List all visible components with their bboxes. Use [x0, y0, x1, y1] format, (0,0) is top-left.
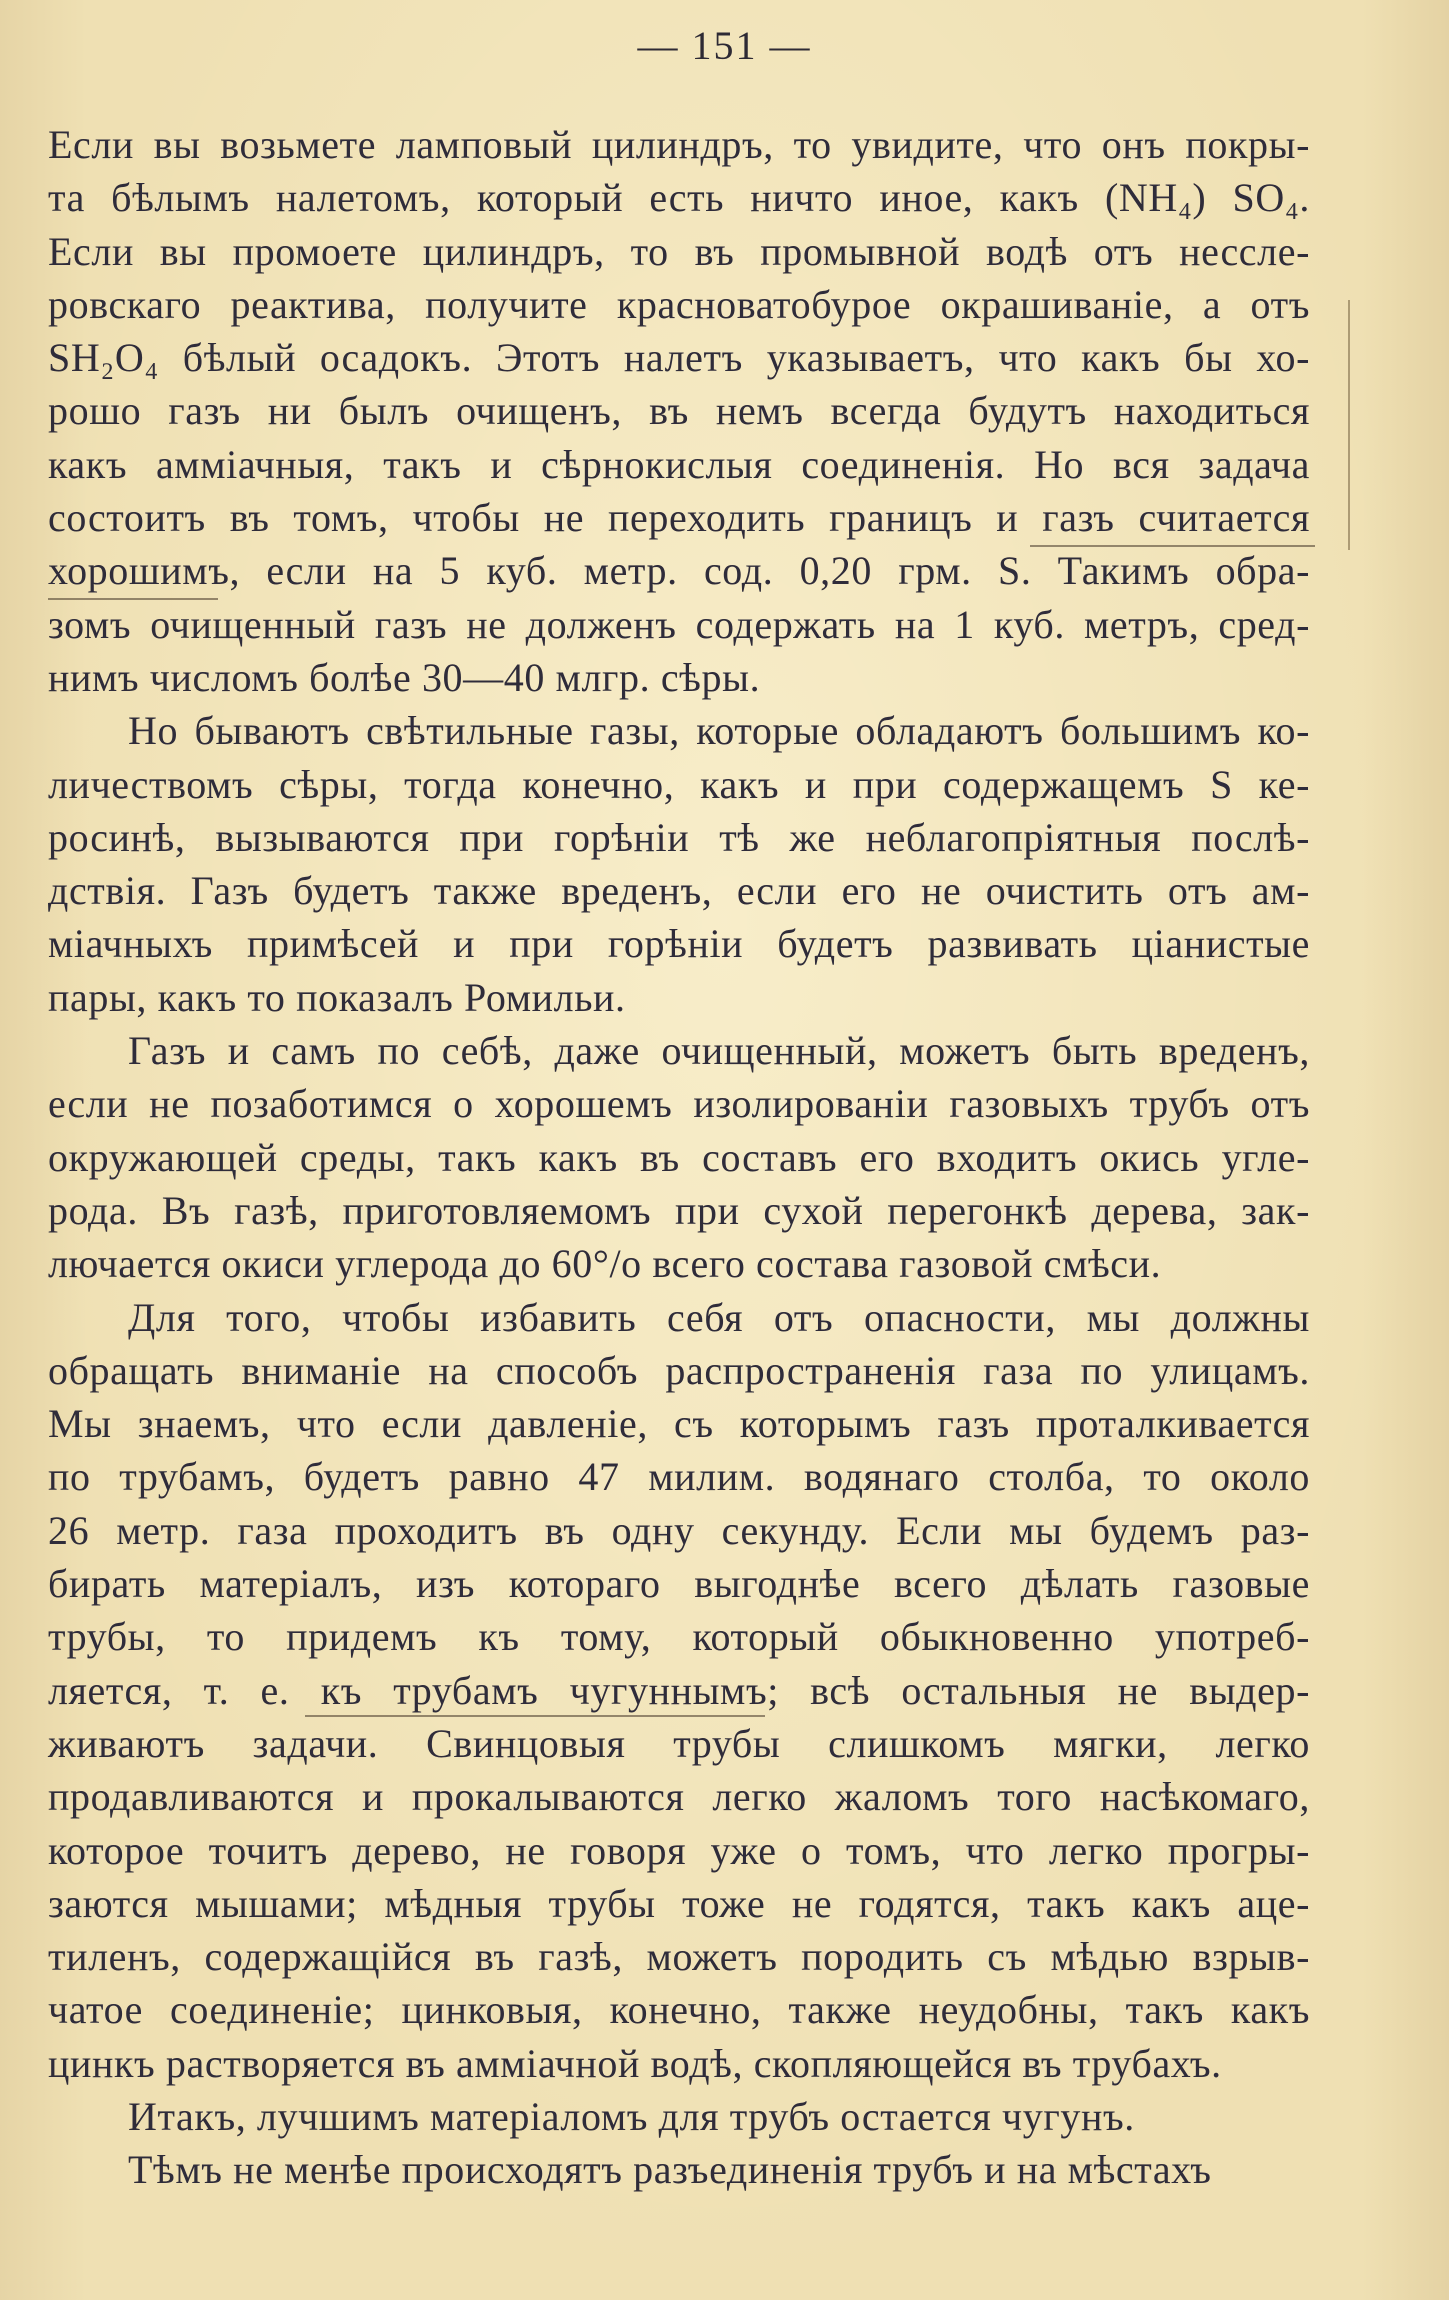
text-line: міачныхъ примѣсей и при горѣніи будетъ развивать ціанистые — [48, 921, 1310, 967]
text-line: продавливаются и прокалываются легко жаломъ того насѣкомаго, — [48, 1774, 1310, 1820]
pencil-underline — [305, 1715, 765, 1717]
text-line: пары, какъ то показалъ Ромильи. — [48, 974, 626, 1020]
text-line: какъ амміачныя, такъ и сѣрнокислыя соединенія. Но вся задача — [48, 441, 1310, 487]
text-line: лючается окиси углерода до 60°/о всего состава газовой смѣси. — [48, 1241, 1162, 1287]
pencil-underline — [1030, 545, 1315, 547]
text-line: окружающей среды, такъ какъ въ составъ его входитъ окись угле- — [48, 1134, 1310, 1180]
text-line: живаютъ задачи. Свинцовыя трубы слишкомъ мягки, легко — [48, 1720, 1310, 1766]
text-line: Для того, чтобы избавить себя отъ опасности, мы должны — [128, 1294, 1310, 1340]
page-number: — 151 — — [637, 23, 812, 68]
text-line: ляется, т. е. къ трубамъ чугуннымъ; всѣ остальныя не выдер- — [48, 1667, 1310, 1713]
text-line: ровскаго реактива, получите красноватобурое окрашиваніе, а отъ — [48, 281, 1310, 327]
text-line: трубы, то придемъ къ тому, который обыкновенно употреб- — [48, 1614, 1310, 1660]
page-body — [48, 118, 1310, 2197]
text-line: рода. Въ газѣ, приготовляемомъ при сухой перегонкѣ дерева, зак- — [48, 1187, 1310, 1233]
text-line: тиленъ, содержащійся въ газѣ, можетъ породить съ мѣдью взрыв- — [48, 1934, 1310, 1980]
text-line: зомъ очищенный газъ не долженъ содержать на 1 куб. метръ, сред- — [48, 601, 1310, 647]
text-line: цинкъ растворяется въ амміачной водѣ, скопляющейся въ трубахъ. — [48, 2040, 1222, 2086]
text-line: которое точитъ дерево, не говоря уже о томъ, что легко прогры- — [48, 1827, 1310, 1873]
text-line: Мы знаемъ, что если давленіе, съ которымъ газъ проталкивается — [48, 1401, 1310, 1447]
text-line: чатое соединеніе; цинковыя, конечно, также неудобны, такъ какъ — [48, 1987, 1310, 2033]
text-line: Если вы возьмете ламповый цилиндръ, то увидите, что онъ покры- — [48, 122, 1310, 167]
text-line: если не позаботимся о хорошемъ изолированіи газовыхъ трубъ отъ — [48, 1081, 1310, 1127]
pencil-margin-mark — [1348, 300, 1350, 550]
text-line: обращать вниманіе на способъ распространенія газа по улицамъ. — [48, 1347, 1310, 1393]
text-line: рошо газъ ни былъ очищенъ, въ немъ всегда будутъ находиться — [48, 388, 1310, 434]
text-line: дствія. Газъ будетъ также вреденъ, если его не очистить отъ ам- — [48, 868, 1310, 914]
text-line: личествомъ сѣры, тогда конечно, какъ и при содержащемъ S ке- — [48, 761, 1310, 807]
text-line: нимъ числомъ болѣе 30—40 млгр. сѣры. — [48, 654, 761, 700]
text-line: SH₂O₄ бѣлый осадокъ. Этотъ налетъ указываетъ, что какъ бы хо- — [48, 335, 1310, 381]
text-line: та бѣлымъ налетомъ, который есть ничто иное, какъ (NH₄) SO₄. — [48, 175, 1310, 221]
text-line: Но бываютъ свѣтильные газы, которые обладаютъ большимъ ко- — [128, 708, 1310, 754]
text-line: хорошимъ, если на 5 куб. метр. сод. 0,20 грм. S. Такимъ обра- — [48, 548, 1310, 594]
pencil-underline — [48, 598, 218, 600]
text-line: Если вы промоете цилиндръ, то въ промывной водѣ отъ несслe- — [48, 228, 1310, 274]
text-line: Тѣмъ не менѣе происходятъ разъединенія трубъ и на мѣстахъ — [128, 2147, 1212, 2193]
text-line: состоитъ въ томъ, чтобы не переходить границъ и газъ считается — [48, 495, 1310, 541]
text-line: Итакъ, лучшимъ матеріаломъ для трубъ остается чугунъ. — [128, 2093, 1135, 2139]
text-line: бирать матеріалъ, изъ котораго выгоднѣе всего дѣлать газовые — [48, 1561, 1310, 1607]
text-line: заются мышами; мѣдныя трубы тоже не годятся, такъ какъ аце- — [48, 1880, 1310, 1926]
text-line: Газъ и самъ по себѣ, даже очищенный, можетъ быть вреденъ, — [128, 1028, 1310, 1074]
text-line: 26 метр. газа проходитъ въ одну секунду. Если мы будемъ раз- — [48, 1507, 1310, 1553]
text-line: по трубамъ, будетъ равно 47 милим. водянаго столба, то около — [48, 1454, 1310, 1500]
text-line: росинѣ, вызываются при горѣніи тѣ же неблагопріятныя послѣ- — [48, 814, 1310, 860]
